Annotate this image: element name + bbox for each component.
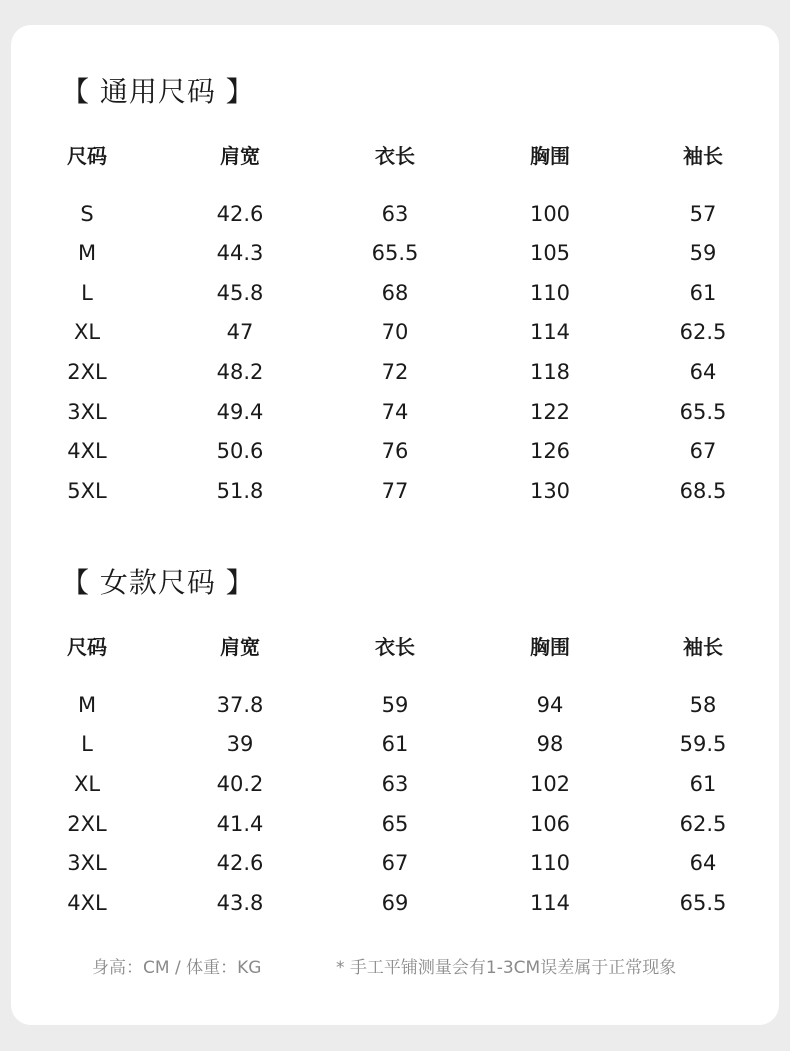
cell-chest: 94 <box>536 693 564 717</box>
table-row <box>11 888 779 918</box>
table-row <box>11 317 779 347</box>
cell-size: L <box>81 281 93 305</box>
cell-size: M <box>77 241 97 265</box>
cell-shoulder: 42.6 <box>216 202 264 226</box>
cell-size: L <box>81 732 93 756</box>
women-size-title: 【 女款尺码 】 <box>61 566 255 599</box>
cell-shoulder: 43.8 <box>216 891 264 915</box>
cell-shoulder: 40.2 <box>216 772 264 796</box>
cell-sleeve: 68.5 <box>679 479 727 503</box>
cell-length: 74 <box>381 400 409 424</box>
cell-sleeve: 67 <box>689 439 717 463</box>
cell-length: 67 <box>381 851 409 875</box>
cell-sleeve: 65.5 <box>679 891 727 915</box>
units-note: 身高：CM / 体重：KG <box>92 958 262 978</box>
cell-shoulder: 45.8 <box>216 281 264 305</box>
table-row <box>11 769 779 799</box>
table-row <box>11 690 779 720</box>
cell-chest: 114 <box>529 320 571 344</box>
cell-chest: 130 <box>529 479 571 503</box>
header-shoulder: 肩宽 <box>220 144 260 168</box>
cell-shoulder: 48.2 <box>216 360 264 384</box>
cell-size: 2XL <box>67 812 107 836</box>
cell-sleeve: 57 <box>689 202 717 226</box>
cell-length: 65.5 <box>371 241 419 265</box>
table-row <box>11 357 779 387</box>
cell-size: 4XL <box>67 439 107 463</box>
cell-length: 68 <box>381 281 409 305</box>
cell-length: 63 <box>381 202 409 226</box>
cell-length: 72 <box>381 360 409 384</box>
cell-chest: 122 <box>529 400 571 424</box>
cell-shoulder: 37.8 <box>216 693 264 717</box>
cell-chest: 102 <box>529 772 571 796</box>
cell-size: 4XL <box>67 891 107 915</box>
cell-length: 63 <box>381 772 409 796</box>
header-chest: 胸围 <box>530 144 570 168</box>
cell-length: 77 <box>381 479 409 503</box>
cell-shoulder: 50.6 <box>216 439 264 463</box>
table-row <box>11 199 779 229</box>
header-chest: 胸围 <box>530 635 570 659</box>
women-size-header-row <box>11 632 779 662</box>
cell-shoulder: 42.6 <box>216 851 264 875</box>
size-chart-card <box>11 25 779 1025</box>
cell-chest: 110 <box>529 851 571 875</box>
cell-shoulder: 51.8 <box>216 479 264 503</box>
cell-shoulder: 41.4 <box>216 812 264 836</box>
cell-sleeve: 58 <box>689 693 717 717</box>
cell-sleeve: 64 <box>689 360 717 384</box>
cell-size: 5XL <box>67 479 107 503</box>
table-row <box>11 729 779 759</box>
general-size-title: 【 通用尺码 】 <box>61 75 255 108</box>
table-row <box>11 278 779 308</box>
cell-sleeve: 65.5 <box>679 400 727 424</box>
header-length: 衣长 <box>375 635 415 659</box>
cell-length: 59 <box>381 693 409 717</box>
cell-length: 70 <box>381 320 409 344</box>
table-row <box>11 238 779 268</box>
header-sleeve: 袖长 <box>683 144 723 168</box>
cell-length: 61 <box>381 732 409 756</box>
cell-sleeve: 62.5 <box>679 320 727 344</box>
cell-sleeve: 64 <box>689 851 717 875</box>
table-row <box>11 809 779 839</box>
general-size-header-row <box>11 141 779 171</box>
table-row <box>11 476 779 506</box>
cell-size: XL <box>73 320 101 344</box>
cell-sleeve: 62.5 <box>679 812 727 836</box>
cell-shoulder: 49.4 <box>216 400 264 424</box>
cell-sleeve: 61 <box>689 772 717 796</box>
cell-size: M <box>77 693 97 717</box>
cell-length: 69 <box>381 891 409 915</box>
table-row <box>11 397 779 427</box>
cell-size: S <box>80 202 94 226</box>
cell-size: 3XL <box>67 851 107 875</box>
cell-size: 3XL <box>67 400 107 424</box>
cell-chest: 114 <box>529 891 571 915</box>
cell-chest: 105 <box>529 241 571 265</box>
header-sleeve: 袖长 <box>683 635 723 659</box>
cell-chest: 98 <box>536 732 564 756</box>
cell-chest: 110 <box>529 281 571 305</box>
cell-chest: 118 <box>529 360 571 384</box>
cell-sleeve: 59.5 <box>679 732 727 756</box>
header-length: 衣长 <box>375 144 415 168</box>
cell-chest: 126 <box>529 439 571 463</box>
cell-shoulder: 44.3 <box>216 241 264 265</box>
cell-chest: 106 <box>529 812 571 836</box>
header-size: 尺码 <box>67 635 107 659</box>
table-row <box>11 848 779 878</box>
cell-shoulder: 47 <box>226 320 254 344</box>
cell-size: 2XL <box>67 360 107 384</box>
cell-length: 65 <box>381 812 409 836</box>
cell-chest: 100 <box>529 202 571 226</box>
header-size: 尺码 <box>67 144 107 168</box>
header-shoulder: 肩宽 <box>220 635 260 659</box>
table-row <box>11 436 779 466</box>
cell-sleeve: 59 <box>689 241 717 265</box>
cell-sleeve: 61 <box>689 281 717 305</box>
measurement-tolerance-note: * 手工平铺测量会有1-3CM误差属于正常现象 <box>336 958 677 978</box>
cell-size: XL <box>73 772 101 796</box>
cell-shoulder: 39 <box>226 732 254 756</box>
cell-length: 76 <box>381 439 409 463</box>
